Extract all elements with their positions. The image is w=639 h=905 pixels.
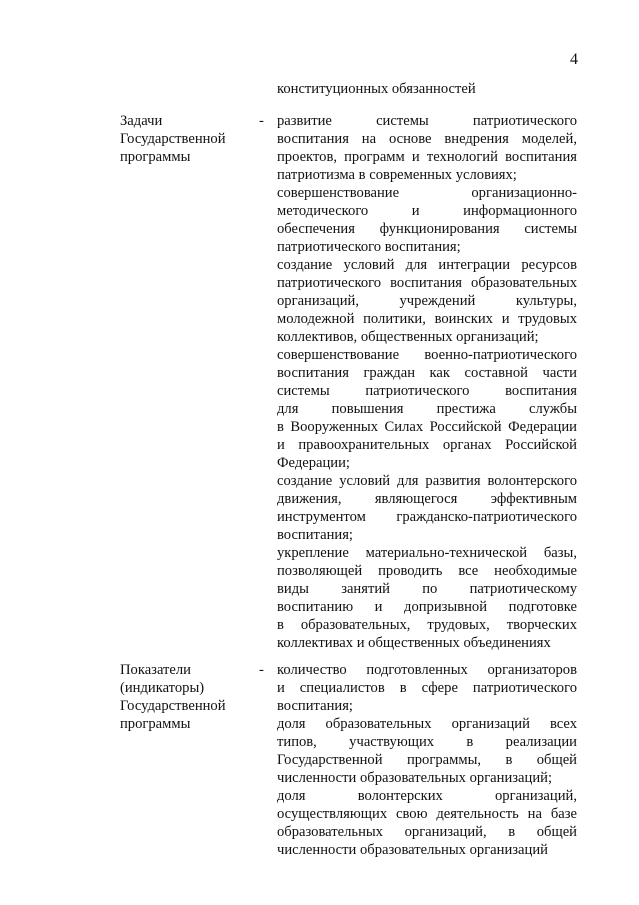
text-line: численности образовательных организаций; (277, 770, 553, 786)
text-line: обеспечения функционирования системы (277, 221, 577, 237)
text-line: Государственной программы, в общей (277, 752, 577, 768)
text-line: воспитания; (277, 527, 353, 543)
text-line: патриотизма в современных условиях; (277, 167, 517, 183)
label-line: программы (120, 716, 191, 732)
label-line: Показатели (120, 662, 191, 678)
dash-tasks: - (259, 113, 264, 129)
label-line: Задачи (120, 113, 163, 129)
section-text-indicators (277, 661, 577, 859)
text-line: доля образовательных организаций всех (277, 716, 577, 732)
text-line: патриотического воспитания; (277, 239, 461, 255)
text-line: инструментом гражданско-патриотического (277, 509, 577, 525)
label-line: Государственной (120, 698, 226, 714)
page-number: 4 (570, 51, 578, 68)
text-line: развитие системы патриотического (277, 113, 577, 129)
text-line: системы патриотического воспитания (277, 383, 577, 399)
section-label-tasks (120, 112, 260, 166)
text-line: виды занятий по патриотическому (277, 581, 577, 597)
text-line: Федерации; (277, 455, 350, 471)
text-line: образовательных организаций, в общей (277, 824, 577, 840)
label-line: (индикаторы) (120, 680, 205, 696)
continuation-line: конституционных обязанностей (277, 81, 476, 97)
text-line: осуществляющих свою деятельность на базе (277, 806, 577, 822)
text-line: и правоохранительных органах Российской (277, 437, 577, 453)
text-line: проектов, программ и технологий воспитания (277, 149, 577, 165)
text-line: воспитанию и допризывной подготовке (277, 599, 577, 615)
text-line: типов, участвующих в реализации (277, 734, 577, 750)
text-line: в образовательных, трудовых, творческих (277, 617, 577, 633)
dash-indicators: - (259, 662, 264, 678)
text-line: коллективов, общественных организаций; (277, 329, 539, 345)
text-line: совершенствование организационно- (277, 185, 577, 201)
text-line: организаций, учреждений культуры, (277, 293, 577, 309)
text-line: движения, являющегося эффективным (277, 491, 577, 507)
section-label-indicators (120, 661, 260, 733)
text-line: молодежной политики, воинских и трудовых (277, 311, 577, 327)
text-line: количество подготовленных организаторов (277, 662, 577, 678)
text-line: позволяющей проводить все необходимые (277, 563, 577, 579)
section-text-tasks (277, 112, 577, 652)
text-line: в Вооруженных Силах Российской Федерации (277, 419, 577, 435)
text-line: воспитания на основе внедрения моделей, (277, 131, 577, 147)
text-line: для повышения престижа службы (277, 401, 577, 417)
text-line: патриотического воспитания образовательных (277, 275, 577, 291)
text-line: численности образовательных организаций (277, 842, 548, 858)
text-line: методического и информационного (277, 203, 577, 219)
text-line: коллективах и общественных объединениях (277, 635, 551, 651)
text-line: и специалистов в сфере патриотического (277, 680, 577, 696)
label-line: программы (120, 149, 191, 165)
text-line: создание условий для интеграции ресурсов (277, 257, 577, 273)
label-line: Государственной (120, 131, 226, 147)
text-line: укрепление материально-технической базы, (277, 545, 577, 561)
text-line: доля волонтерских организаций, (277, 788, 577, 804)
text-line: совершенствование военно-патриотического (277, 347, 577, 363)
text-line: создание условий для развития волонтерского (277, 473, 577, 489)
text-line: воспитания; (277, 698, 353, 714)
text-line: воспитания граждан как составной части (277, 365, 577, 381)
